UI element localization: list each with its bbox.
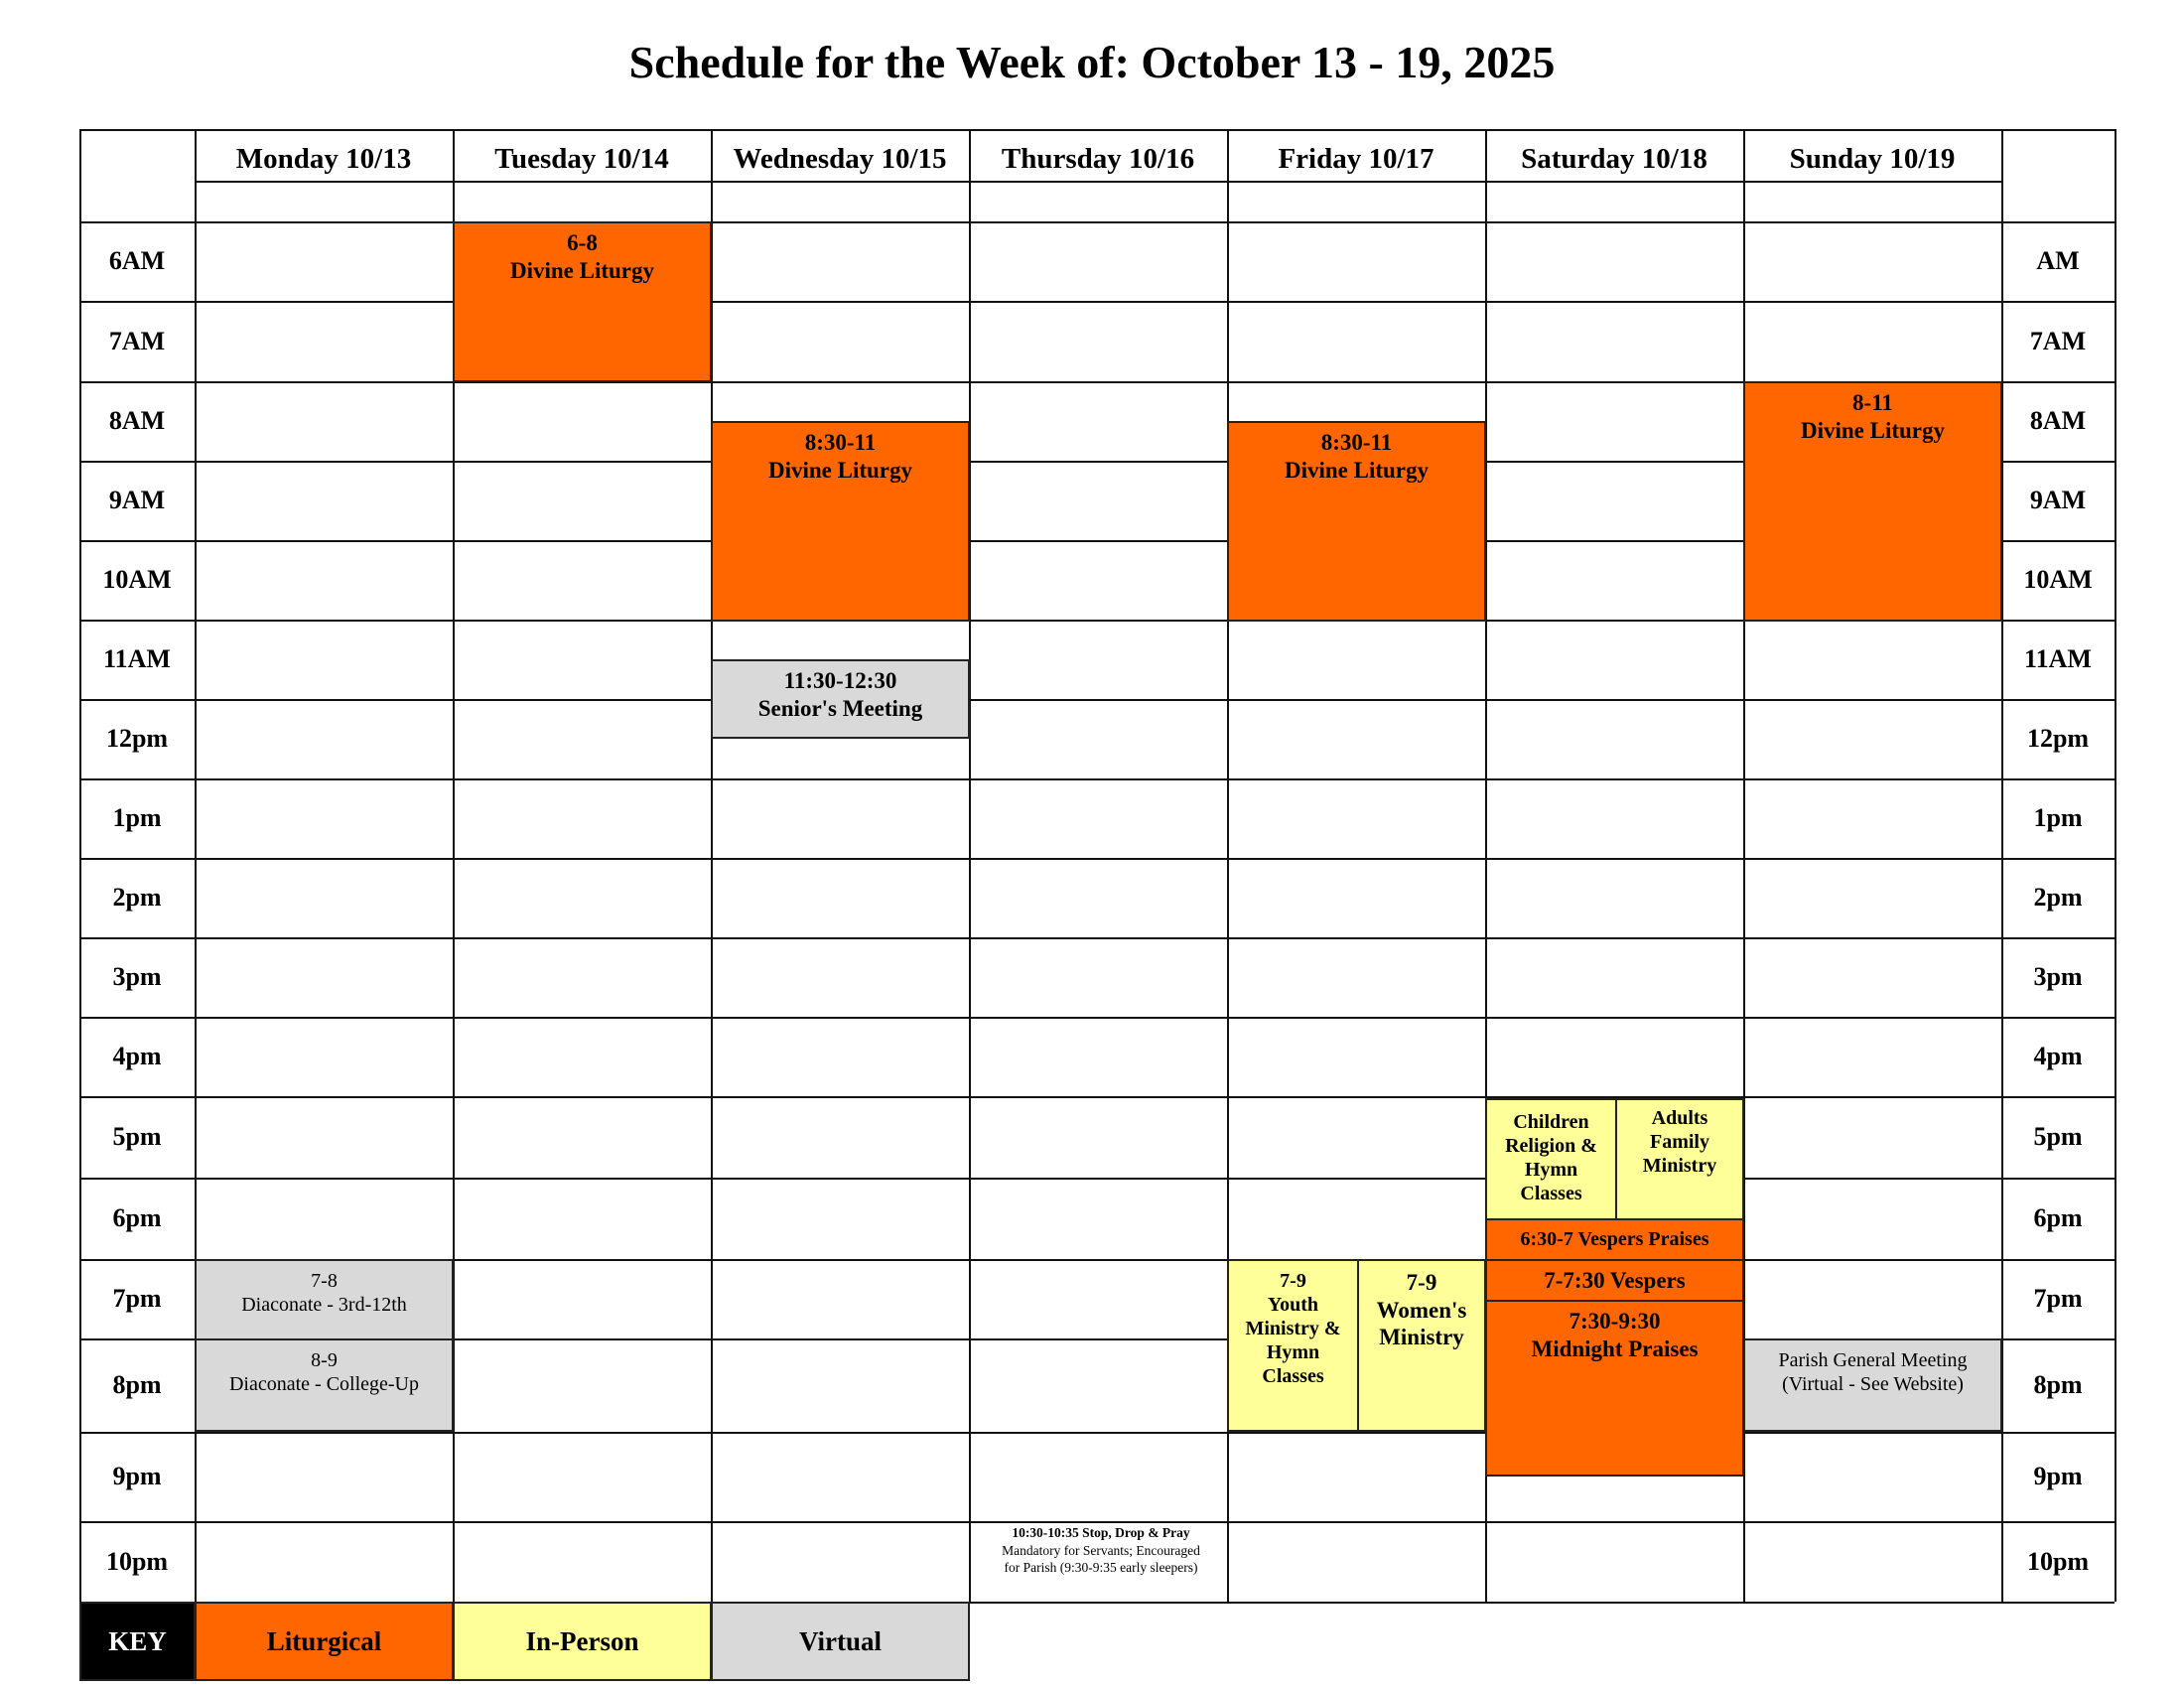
time-label-left: 6AM xyxy=(108,246,166,275)
event-friday-youth-ministry[interactable] xyxy=(1227,1259,1359,1432)
grid-line xyxy=(79,1521,2115,1523)
time-label-right: 6pm xyxy=(2033,1203,2083,1232)
time-label-left: 10pm xyxy=(105,1546,169,1576)
event-saturday-vespers-praises[interactable] xyxy=(1485,1218,1744,1261)
time-label-left: 4pm xyxy=(112,1042,162,1070)
event-label: 6:30-7 Vespers Praises xyxy=(1520,1228,1709,1250)
grid-line xyxy=(79,1017,2115,1019)
time-label-right: 9pm xyxy=(2033,1462,2083,1490)
event-name: Senior's Meeting xyxy=(757,695,923,721)
day-header-wednesday: Wednesday 10/15 xyxy=(733,142,947,175)
time-label-right: 10pm xyxy=(2026,1546,2090,1576)
grid-line xyxy=(79,129,2115,131)
time-label-left: 9AM xyxy=(108,486,166,514)
event-line: Hymn xyxy=(1266,1341,1320,1363)
day-header-friday: Friday 10/17 xyxy=(1278,142,1434,175)
time-label-right: 8AM xyxy=(2029,406,2087,435)
event-sunday-divine-liturgy[interactable] xyxy=(1743,381,2002,622)
time-label-right: 8pm xyxy=(2033,1370,2083,1399)
time-label-right: 12pm xyxy=(2026,724,2090,753)
time-label-left: 2pm xyxy=(112,883,162,912)
time-label-left: 8pm xyxy=(112,1370,162,1399)
event-time: 7-9 xyxy=(1280,1270,1306,1292)
grid-line xyxy=(79,1178,2115,1180)
event-time: 7-9 xyxy=(1406,1270,1437,1295)
note-line: 10:30-10:35 Stop, Drop & Pray xyxy=(1012,1525,1190,1540)
time-label-right: 10AM xyxy=(2023,565,2093,594)
grid-line xyxy=(195,181,2001,183)
grid-line xyxy=(969,129,971,1602)
event-line: Classes xyxy=(1262,1365,1324,1387)
event-name: Diaconate - College-Up xyxy=(228,1373,420,1395)
event-sunday-parish-general-meeting[interactable] xyxy=(1743,1338,2002,1432)
time-label-left: 11AM xyxy=(103,644,171,673)
grid-line xyxy=(79,937,2115,939)
schedule-title: Schedule for the Week of: October 13 - 19, 2025 xyxy=(628,37,1556,87)
event-time: 11:30-12:30 xyxy=(783,668,897,693)
event-time: 8-11 xyxy=(1852,390,1893,415)
day-header-monday: Monday 10/13 xyxy=(235,142,412,175)
event-name: Divine Liturgy xyxy=(1284,457,1430,483)
time-label-right: 9AM xyxy=(2029,486,2087,514)
event-line: Women's xyxy=(1376,1297,1467,1323)
time-label-left: 9pm xyxy=(112,1462,162,1490)
time-label-left: 7AM xyxy=(108,326,166,355)
event-friday-womens-ministry[interactable] xyxy=(1357,1259,1486,1432)
event-saturday-children-religion[interactable] xyxy=(1485,1098,1617,1220)
event-wednesday-seniors-meeting[interactable] xyxy=(711,659,970,739)
key-in-person: In-Person xyxy=(453,1602,712,1681)
event-monday-diaconate-college-up[interactable] xyxy=(195,1338,454,1432)
event-time: 7:30-9:30 xyxy=(1569,1309,1661,1334)
time-label-right: 7pm xyxy=(2033,1284,2083,1313)
event-wednesday-divine-liturgy[interactable] xyxy=(711,421,970,622)
event-name: Divine Liturgy xyxy=(509,257,655,283)
day-header-sunday: Sunday 10/19 xyxy=(1789,142,1956,175)
note-line: for Parish (9:30-9:35 early sleepers) xyxy=(1004,1560,1198,1576)
grid-line xyxy=(79,778,2115,780)
note-stop-drop-pray xyxy=(973,1524,1229,1577)
event-line: Youth xyxy=(1267,1294,1319,1316)
event-time: 8-9 xyxy=(311,1349,338,1371)
event-name: Midnight Praises xyxy=(1531,1336,1699,1361)
time-label-left: 6pm xyxy=(112,1203,162,1232)
time-label-left: 5pm xyxy=(112,1122,162,1151)
event-line: Children xyxy=(1513,1111,1589,1133)
grid-line xyxy=(79,699,2115,701)
event-name: Divine Liturgy xyxy=(1800,417,1946,443)
day-header-saturday: Saturday 10/18 xyxy=(1521,142,1707,175)
grid-line xyxy=(79,1096,2115,1098)
event-saturday-midnight-praises[interactable] xyxy=(1485,1300,1744,1477)
event-line: (Virtual - See Website) xyxy=(1782,1373,1964,1395)
event-line: Parish General Meeting xyxy=(1778,1349,1968,1371)
time-label-right: 7AM xyxy=(2029,326,2087,355)
note-line: Mandatory for Servants; Encouraged xyxy=(1002,1542,1200,1558)
time-label-right: 3pm xyxy=(2033,962,2083,991)
event-line: Ministry xyxy=(1379,1325,1464,1350)
event-line: Hymn xyxy=(1524,1159,1578,1181)
event-line: Ministry & xyxy=(1245,1318,1341,1339)
event-saturday-vespers[interactable] xyxy=(1485,1259,1744,1302)
event-line: Religion & xyxy=(1505,1135,1597,1157)
grid-line xyxy=(79,301,2115,303)
time-label-left: 1pm xyxy=(112,803,162,832)
time-label-right: 1pm xyxy=(2033,803,2083,832)
time-label-right: AM xyxy=(2036,246,2080,275)
event-time: 8:30-11 xyxy=(1320,430,1393,455)
time-label-left: 7pm xyxy=(112,1284,162,1313)
grid-line xyxy=(79,1432,2115,1434)
key-label: KEY xyxy=(79,1602,196,1681)
time-label-left: 3pm xyxy=(112,962,162,991)
day-header-tuesday: Tuesday 10/14 xyxy=(494,142,669,175)
time-label-right: 11AM xyxy=(2024,644,2092,673)
event-monday-diaconate-3rd-12th[interactable] xyxy=(195,1259,454,1340)
event-saturday-adults-family-ministry[interactable] xyxy=(1615,1098,1744,1220)
event-time: 8:30-11 xyxy=(804,430,877,455)
event-friday-divine-liturgy[interactable] xyxy=(1227,421,1486,622)
event-name: Divine Liturgy xyxy=(767,457,913,483)
event-line: Family xyxy=(1650,1131,1709,1153)
time-label-left: 8AM xyxy=(108,406,166,435)
event-label: 7-7:30 Vespers xyxy=(1544,1268,1686,1293)
grid-line xyxy=(79,858,2115,860)
grid-line xyxy=(2115,129,2116,1602)
event-time: 6-8 xyxy=(567,230,598,255)
time-label-left: 12pm xyxy=(105,724,169,753)
event-tuesday-divine-liturgy[interactable] xyxy=(453,221,712,382)
grid-line xyxy=(79,221,2115,223)
event-name: Diaconate - 3rd-12th xyxy=(241,1294,407,1316)
key-liturgical: Liturgical xyxy=(195,1602,454,1681)
time-label-right: 4pm xyxy=(2033,1042,2083,1070)
key-virtual: Virtual xyxy=(711,1602,970,1681)
event-time: 7-8 xyxy=(311,1270,338,1292)
day-header-thursday: Thursday 10/16 xyxy=(1001,142,1195,175)
time-label-right: 2pm xyxy=(2033,883,2083,912)
event-line: Classes xyxy=(1520,1183,1582,1204)
time-label-right: 5pm xyxy=(2033,1122,2083,1151)
event-line: Ministry xyxy=(1642,1155,1717,1177)
event-line: Adults xyxy=(1651,1107,1708,1129)
time-label-left: 10AM xyxy=(102,565,172,594)
